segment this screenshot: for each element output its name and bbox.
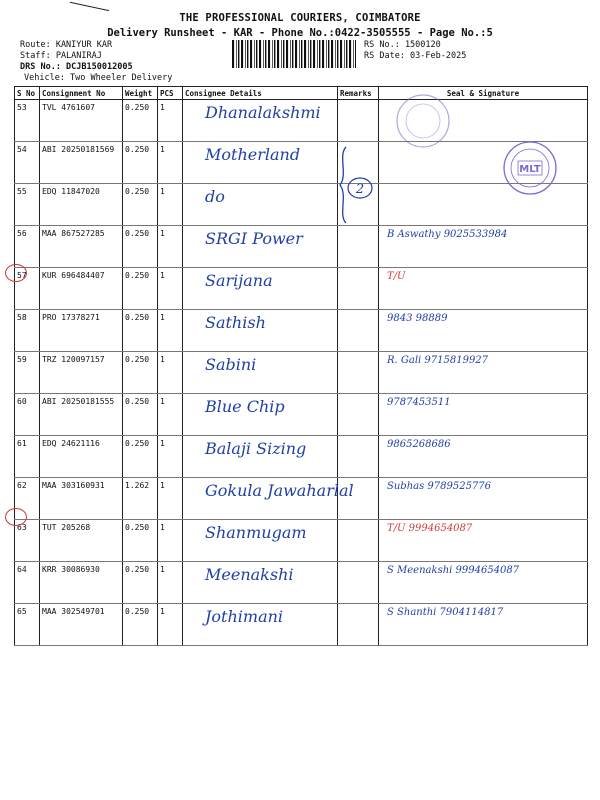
cell-remarks	[338, 562, 379, 604]
circled-number-mark	[346, 176, 374, 200]
cell-consignee	[183, 604, 338, 646]
col-consignee: Consignee Details	[183, 87, 338, 100]
cell-sno: 63	[15, 520, 40, 562]
cell-pcs: 1	[158, 100, 183, 142]
cell-consignment: ABI 20250181555	[40, 394, 123, 436]
cell-signature	[379, 352, 588, 394]
cell-weight: 0.250	[123, 184, 158, 226]
company-stamp	[502, 140, 558, 196]
consignee-handwriting: Sathish	[205, 313, 266, 332]
cell-sno: 58	[15, 310, 40, 352]
document-subtitle: Delivery Runsheet - KAR - Phone No.:0422-3505555 - Page No.:5	[107, 27, 493, 39]
table-row	[15, 436, 588, 478]
meta-right	[364, 40, 466, 62]
cell-signature	[379, 604, 588, 646]
cell-sno: 57	[15, 268, 40, 310]
table-row	[15, 478, 588, 520]
cell-consignee	[183, 226, 338, 268]
cell-sno: 64	[15, 562, 40, 604]
cell-remarks	[338, 310, 379, 352]
cell-consignment: ABI 20250181569	[40, 142, 123, 184]
cell-sno: 60	[15, 394, 40, 436]
red-circle-mark-57	[5, 264, 27, 282]
cell-pcs: 1	[158, 436, 183, 478]
consignee-handwriting: Gokula Jawaharlal	[205, 481, 354, 500]
cell-pcs: 1	[158, 310, 183, 352]
table-row	[15, 352, 588, 394]
col-consignment: Consignment No	[40, 87, 123, 100]
cell-signature	[379, 478, 588, 520]
col-signature: Seal & Signature	[379, 87, 588, 100]
signature-handwriting: R. Gali 9715819927	[387, 355, 489, 366]
cell-consignment: PRO 17378271	[40, 310, 123, 352]
table-row	[15, 226, 588, 268]
consignee-handwriting: do	[205, 187, 225, 206]
cell-sno: 53	[15, 100, 40, 142]
cell-weight: 0.250	[123, 142, 158, 184]
vehicle-label: Vehicle: Two Wheeler Delivery	[24, 73, 173, 83]
cell-sno: 56	[15, 226, 40, 268]
cell-remarks	[338, 394, 379, 436]
consignee-handwriting: Blue Chip	[205, 397, 285, 416]
cell-consignee	[183, 184, 338, 226]
cell-pcs: 1	[158, 562, 183, 604]
cell-pcs: 1	[158, 478, 183, 520]
cell-remarks	[338, 604, 379, 646]
barcode	[232, 40, 356, 68]
cell-consignment: TVL 4761607	[40, 100, 123, 142]
cell-sno: 65	[15, 604, 40, 646]
cell-remarks	[338, 226, 379, 268]
table-row	[15, 562, 588, 604]
signature-handwriting: 9787453511	[387, 397, 451, 408]
col-weight: Weight	[123, 87, 158, 100]
cell-remarks	[338, 352, 379, 394]
cell-weight: 0.250	[123, 520, 158, 562]
cell-signature	[379, 562, 588, 604]
cell-sno: 62	[15, 478, 40, 520]
svg-text:2: 2	[355, 182, 365, 197]
cell-weight: 0.250	[123, 394, 158, 436]
cell-weight: 0.250	[123, 352, 158, 394]
cell-pcs: 1	[158, 268, 183, 310]
cell-pcs: 1	[158, 352, 183, 394]
cell-consignment: EDQ 24621116	[40, 436, 123, 478]
cell-pcs: 1	[158, 184, 183, 226]
cell-consignee	[183, 142, 338, 184]
table-row	[15, 604, 588, 646]
signature-handwriting: B Aswathy 9025533984	[387, 229, 508, 240]
table-row	[15, 310, 588, 352]
cell-weight: 1.262	[123, 478, 158, 520]
cell-signature	[379, 520, 588, 562]
table-row	[15, 100, 588, 142]
top-corner-mark	[70, 0, 111, 11]
cell-consignment: MAA 867527285	[40, 226, 123, 268]
cell-consignment: KUR 696484407	[40, 268, 123, 310]
cell-sno: 61	[15, 436, 40, 478]
cell-weight: 0.250	[123, 436, 158, 478]
cell-consignee	[183, 352, 338, 394]
consignee-handwriting: Dhanalakshmi	[205, 103, 321, 122]
cell-consignee	[183, 310, 338, 352]
cell-weight: 0.250	[123, 100, 158, 142]
cell-consignment: TRZ 120097157	[40, 352, 123, 394]
cell-consignee	[183, 436, 338, 478]
consignee-handwriting: SRGI Power	[205, 229, 303, 248]
cell-sno: 59	[15, 352, 40, 394]
cell-weight: 0.250	[123, 604, 158, 646]
cell-consignment: MAA 302549701	[40, 604, 123, 646]
cell-signature	[379, 436, 588, 478]
table-row	[15, 520, 588, 562]
table-row	[15, 268, 588, 310]
cell-sno: 54	[15, 142, 40, 184]
rs-no-label: RS No.: 1500120	[364, 40, 441, 50]
rs-date-label: RS Date: 03-Feb-2025	[364, 51, 467, 61]
cell-consignee	[183, 268, 338, 310]
consignee-handwriting: Shanmugam	[205, 523, 307, 542]
consignee-handwriting: Motherland	[205, 145, 301, 164]
cell-consignee	[183, 394, 338, 436]
consignee-handwriting: Sarijana	[205, 271, 273, 290]
cell-weight: 0.250	[123, 226, 158, 268]
staff-label: Staff: PALANIRAJ	[20, 51, 102, 61]
cell-pcs: 1	[158, 394, 183, 436]
cell-consignment: EDQ 11847020	[40, 184, 123, 226]
signature-handwriting: T/U	[387, 271, 406, 282]
signature-handwriting: 9865268686	[387, 439, 451, 450]
cell-consignee	[183, 100, 338, 142]
signature-handwriting: S Shanthi 7904114817	[387, 607, 504, 618]
cell-consignee	[183, 520, 338, 562]
table-header-row	[15, 87, 588, 100]
cell-remarks	[338, 268, 379, 310]
signature-handwriting: S Meenakshi 9994654087	[387, 565, 520, 576]
cell-signature	[379, 394, 588, 436]
cell-pcs: 1	[158, 142, 183, 184]
col-remarks: Remarks	[338, 87, 379, 100]
cell-weight: 0.250	[123, 268, 158, 310]
cell-pcs: 1	[158, 604, 183, 646]
cell-weight: 0.250	[123, 562, 158, 604]
cell-consignee	[183, 562, 338, 604]
document-title: THE PROFESSIONAL COURIERS, COIMBATORE	[179, 12, 421, 24]
cell-pcs: 1	[158, 226, 183, 268]
cell-signature	[379, 226, 588, 268]
cell-consignment: MAA 303160931	[40, 478, 123, 520]
consignee-handwriting: Sabini	[205, 355, 257, 374]
consignee-handwriting: Meenakshi	[205, 565, 294, 584]
signature-handwriting: 9843 98889	[387, 313, 448, 324]
signature-handwriting: T/U 9994654087	[387, 523, 473, 534]
cell-consignee	[183, 478, 354, 520]
stamp-text: MLT	[519, 164, 541, 175]
seal-stamp-left	[394, 92, 452, 150]
col-pcs: PCS	[158, 87, 183, 100]
cell-weight: 0.250	[123, 310, 158, 352]
cell-remarks	[338, 520, 379, 562]
consignee-handwriting: Jothimani	[205, 607, 284, 626]
red-circle-mark-63	[5, 508, 27, 526]
drs-label: DRS No.: DCJB150012005	[20, 62, 133, 72]
table-row	[15, 394, 588, 436]
cell-consignment: KRR 30086930	[40, 562, 123, 604]
cell-pcs: 1	[158, 520, 183, 562]
signature-handwriting: Subhas 9789525776	[387, 481, 492, 492]
cell-remarks	[338, 100, 379, 142]
route-label: Route: KANIYUR KAR	[20, 40, 113, 50]
col-sno: S No	[15, 87, 40, 100]
cell-sno: 55	[15, 184, 40, 226]
cell-remarks	[338, 436, 379, 478]
consignee-handwriting: Balaji Sizing	[205, 439, 307, 458]
cell-signature	[379, 310, 588, 352]
cell-consignment: TUT 205268	[40, 520, 123, 562]
meta-left	[20, 40, 172, 84]
cell-signature	[379, 268, 588, 310]
